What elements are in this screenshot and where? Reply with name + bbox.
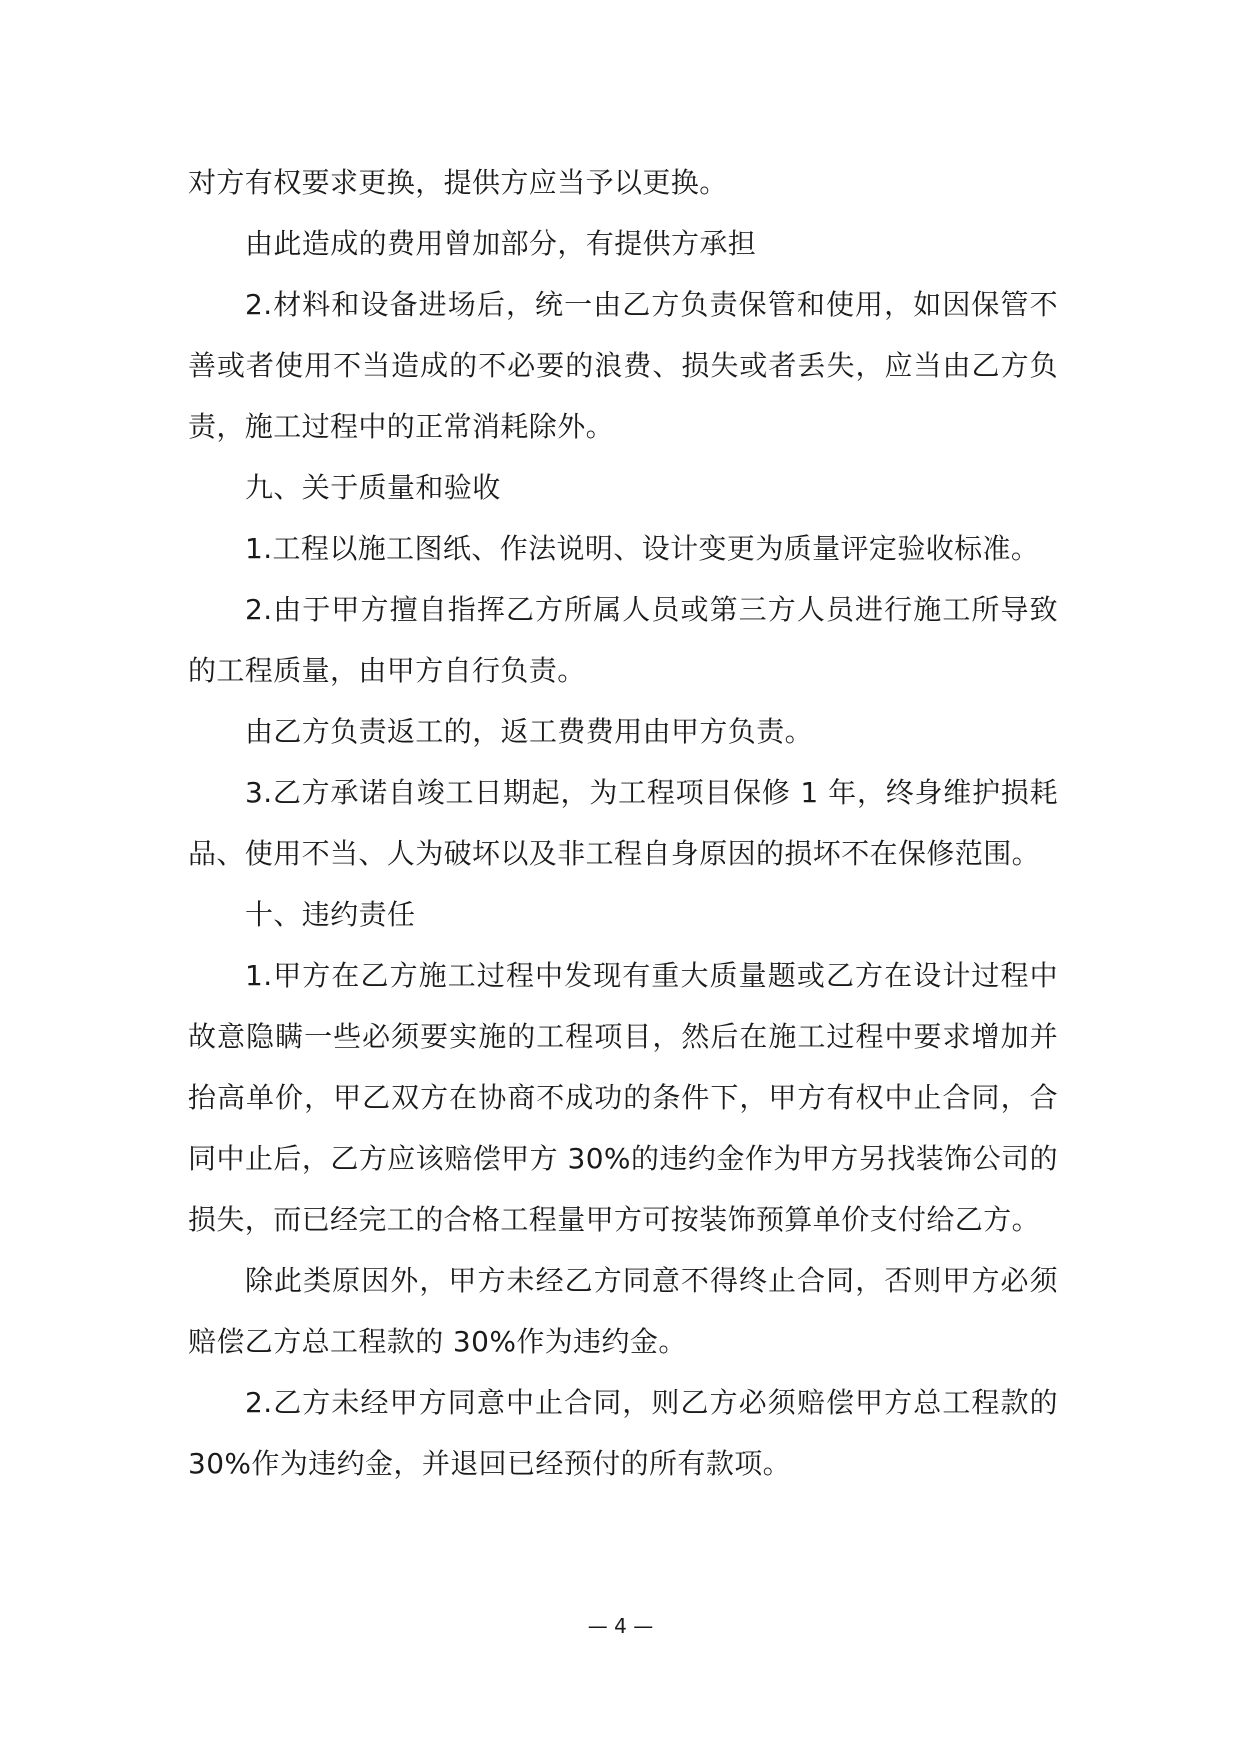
paragraph: 2.材料和设备进场后，统一由乙方负责保管和使用，如因保管不善或者使用不当造成的不必要的浪费、损失或者丢失，应当由乙方负责，施工过程中的正常消耗除外。 [188,288,1058,443]
paragraph: 1.甲方在乙方施工过程中发现有重大质量题或乙方在设计过程中故意隐瞒一些必须要实施的工程项目，然后在施工过程中要求增加并抬高单价，甲乙双方在协商不成功的条件下，甲方有权中止合同，合同中止后，乙方应该赔偿甲方 30%的违约金作为甲方另找装饰公司的损失，而已经完工的合格工程量甲方可按装饰预算单价支付给乙方。 [188,959,1058,1236]
paragraph: 2.乙方未经甲方同意中止合同，则乙方必须赔偿甲方总工程款的 30%作为违约金，并退回已经预付的所有款项。 [188,1386,1058,1480]
document-body [188,152,1058,1494]
section-heading: 十、违约责任 [245,898,416,931]
paragraph: 对方有权要求更换，提供方应当予以更换。 [188,166,728,199]
section-heading: 九、关于质量和验收 [245,471,501,504]
paragraph: 1.工程以施工图纸、作法说明、设计变更为质量评定验收标准。 [245,532,1040,565]
paragraph: 由此造成的费用曾加部分，有提供方承担 [245,227,757,260]
paragraph: 由乙方负责返工的，返工费费用由甲方负责。 [245,715,814,748]
paragraph: 除此类原因外，甲方未经乙方同意不得终止合同，否则甲方必须赔偿乙方总工程款的 30%作为违约金。 [188,1264,1058,1358]
page-number: — 4 — [587,1614,654,1638]
paragraph: 3.乙方承诺自竣工日期起，为工程项目保修 1 年，终身维护损耗品、使用不当、人为破坏以及非工程自身原因的损坏不在保修范围。 [188,776,1058,870]
paragraph: 2.由于甲方擅自指挥乙方所属人员或第三方人员进行施工所导致的工程质量，由甲方自行负责。 [188,593,1058,687]
